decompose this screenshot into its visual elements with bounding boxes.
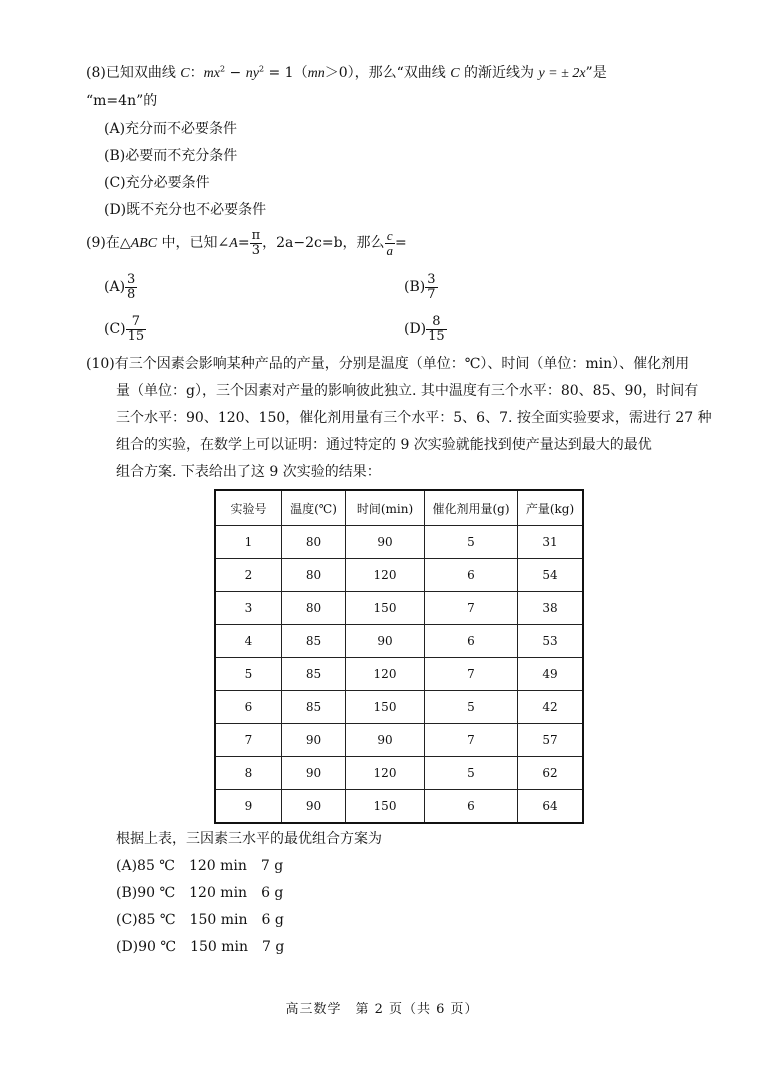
table-row xyxy=(215,724,583,757)
q10-option-a: (A)85 ℃ 120 min 7 g xyxy=(116,858,284,874)
table-cell: 5 xyxy=(215,658,282,691)
q9-c-over-a: $\frac{c}{a}$ xyxy=(386,227,394,258)
table-row xyxy=(215,559,583,592)
table-cell: 5 xyxy=(425,757,518,790)
table-cell: 120 xyxy=(346,757,425,790)
q10-stem-line5: 组合方案. 下表给出了这 9 次实验的结果： xyxy=(116,464,381,480)
table-cell: 150 xyxy=(346,691,425,724)
q10-stem-line4: 组合的实验，在数学上可以证明：通过特定的 9 次实验就能找到使产量达到最大的最优 xyxy=(116,437,652,453)
header-cell: 实验号 xyxy=(215,490,282,526)
q9-option-b: (B) $\frac{3}{7}$ xyxy=(404,271,436,302)
q9-option-d: (D) $\frac{8}{15}$ xyxy=(404,313,445,344)
table-row xyxy=(215,658,583,691)
table-cell: 8 xyxy=(215,757,282,790)
q10-option-b: (B)90 ℃ 120 min 6 g xyxy=(116,885,284,901)
table-cell: 1 xyxy=(215,526,282,559)
table-row xyxy=(215,790,583,824)
table-header-row xyxy=(215,490,583,526)
q9-pi-over-3: $\frac{\pi}{3}$ xyxy=(251,227,261,258)
table-cell: 53 xyxy=(518,625,584,658)
table-cell: 6 xyxy=(425,625,518,658)
q8-option-b: (B)必要而不充分条件 xyxy=(104,148,238,164)
table-row xyxy=(215,592,583,625)
table-cell: 42 xyxy=(518,691,584,724)
table-cell: 90 xyxy=(282,757,346,790)
table-row xyxy=(215,625,583,658)
table-cell: 31 xyxy=(518,526,584,559)
table-cell: 7 xyxy=(425,658,518,691)
table-cell: 62 xyxy=(518,757,584,790)
table-cell: 3 xyxy=(215,592,282,625)
table-cell: 90 xyxy=(346,625,425,658)
table-row xyxy=(215,757,583,790)
table-cell: 80 xyxy=(282,592,346,625)
table-cell: 54 xyxy=(518,559,584,592)
table-cell: 85 xyxy=(282,625,346,658)
table-cell: 7 xyxy=(425,592,518,625)
q10-stem-line1: (10)有三个因素会影响某种产品的产量，分别是温度（单位：℃）、时间（单位：min）、催化剂用 xyxy=(86,356,690,372)
q10-stem-line2: 量（单位：g），三个因素对产量的影响彼此独立. 其中温度有三个水平：80、85、90，时间有 xyxy=(116,383,699,399)
experiment-table xyxy=(214,489,584,824)
table-cell: 6 xyxy=(215,691,282,724)
table-cell: 4 xyxy=(215,625,282,658)
header-cell: 时间(min) xyxy=(346,490,425,526)
table-cell: 57 xyxy=(518,724,584,757)
page-footer: 高三数学 第 2 页（共 6 页） xyxy=(285,1002,479,1017)
table-cell: 6 xyxy=(425,790,518,824)
header-cell: 温度(℃) xyxy=(282,490,346,526)
q10-question: 根据上表，三因素三水平的最优组合方案为 xyxy=(116,831,382,847)
q8-option-a: (A)充分而不必要条件 xyxy=(104,121,238,137)
table-cell: 64 xyxy=(518,790,584,824)
table-cell: 120 xyxy=(346,658,425,691)
q9-stem: (9)在△ABC 中，已知∠A= $\frac{\pi}{3}$ ，2a−2c=b，那么 $\frac{c}{a}$ = xyxy=(86,227,407,258)
table-cell: 49 xyxy=(518,658,584,691)
table-cell: 150 xyxy=(346,790,425,824)
table-cell: 80 xyxy=(282,526,346,559)
q10-option-c: (C)85 ℃ 150 min 6 g xyxy=(116,912,284,928)
table-cell: 2 xyxy=(215,559,282,592)
table-cell: 120 xyxy=(346,559,425,592)
q8-stem-line2: “m=4n”的 xyxy=(86,93,158,109)
table-cell: 150 xyxy=(346,592,425,625)
q8-option-d: (D)既不充分也不必要条件 xyxy=(104,202,267,218)
table-cell: 38 xyxy=(518,592,584,625)
q10-stem-line3: 三个水平：90、120、150，催化剂用量有三个水平：5、6、7. 按全面实验要求，需进行 27 种 xyxy=(116,410,712,426)
table-cell: 90 xyxy=(346,526,425,559)
table-cell: 5 xyxy=(425,526,518,559)
table-cell: 90 xyxy=(282,724,346,757)
q9-option-a: (A) $\frac{3}{8}$ xyxy=(104,271,136,302)
table-cell: 80 xyxy=(282,559,346,592)
q8-stem-line1: (8)已知双曲线 C：$mx^2 - ny^2 = 1(mn>0)$，那么“双曲线 C 的渐近线为 y = ± 2x”是 xyxy=(86,64,607,81)
table-cell: 90 xyxy=(346,724,425,757)
table-cell: 7 xyxy=(215,724,282,757)
q9-option-c: (C) $\frac{7}{15}$ xyxy=(104,313,145,344)
q10-option-d: (D)90 ℃ 150 min 7 g xyxy=(116,939,285,955)
header-cell: 产量(kg) xyxy=(518,490,584,526)
q8-option-c: (C)充分必要条件 xyxy=(104,175,210,191)
header-cell: 催化剂用量(g) xyxy=(425,490,518,526)
table-cell: 9 xyxy=(215,790,282,824)
table-cell: 7 xyxy=(425,724,518,757)
table-row xyxy=(215,526,583,559)
table-row xyxy=(215,691,583,724)
table-cell: 90 xyxy=(282,790,346,824)
table-cell: 6 xyxy=(425,559,518,592)
table-cell: 85 xyxy=(282,658,346,691)
table-cell: 5 xyxy=(425,691,518,724)
table-cell: 85 xyxy=(282,691,346,724)
